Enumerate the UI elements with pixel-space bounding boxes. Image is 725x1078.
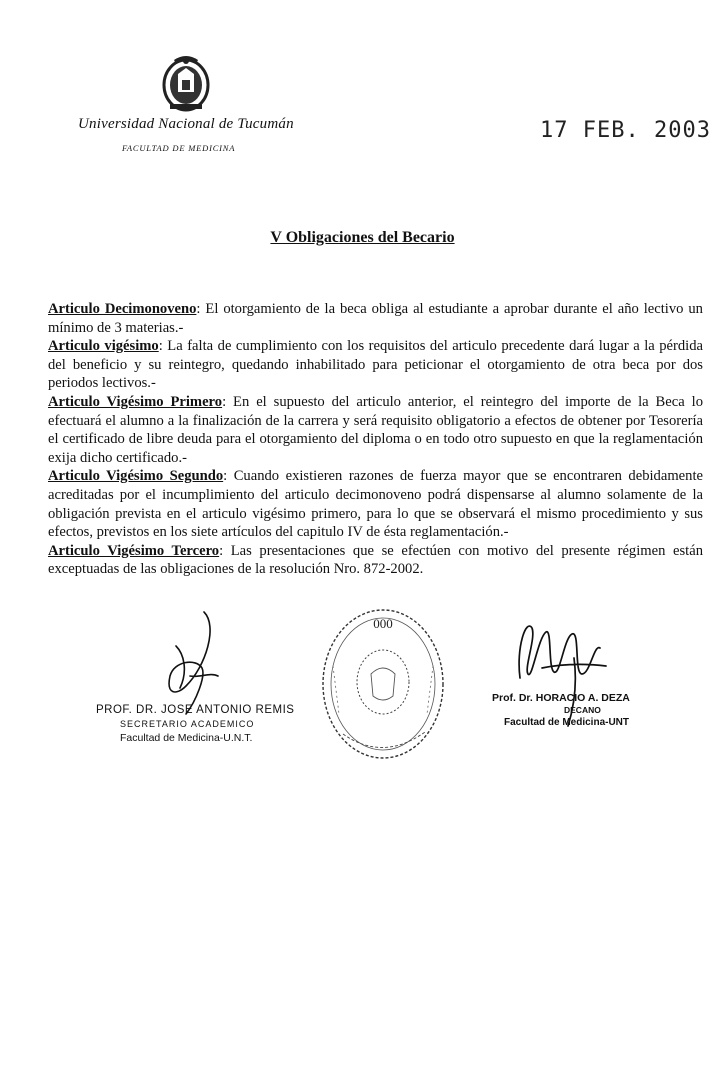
signer-faculty-left: Facultad de Medicina-U.N.T. [120, 732, 253, 744]
article-paragraph [48, 542, 703, 579]
seal-number: 000 [373, 616, 393, 631]
article-title: Articulo Vigésimo Segundo [48, 468, 224, 485]
signer-role-left: SECRETARIO ACADEMICO [120, 719, 255, 729]
faculty-name: FACULTAD DE MEDICINA [122, 143, 236, 153]
article-title: Articulo Vigésimo Primero [48, 393, 223, 410]
signer-name-left: PROF. DR. JOSE ANTONIO REMIS [96, 704, 295, 716]
articles-body [48, 300, 703, 579]
university-name: Universidad Nacional de Tucumán [78, 116, 294, 132]
faculty-seal-icon [313, 604, 453, 764]
section-title: V Obligaciones del Becario [270, 229, 455, 246]
handwritten-signature-left [126, 606, 246, 716]
article-title: Articulo Decimonoveno [48, 301, 197, 317]
article-text: : El otorgamiento de la beca obliga al estudiante a aprobar durante el año lectivo un mínimo de 3 materias.- [48, 301, 703, 336]
signature-block-right [492, 608, 692, 738]
signer-faculty-right: Facultad de Medicina-UNT [504, 717, 630, 728]
article-paragraph [48, 393, 703, 467]
date-stamp: 17 FEB. 2003 [540, 118, 711, 143]
university-crest-icon [160, 52, 212, 114]
article-text: : En el supuesto del articulo anterior, el reintegro del importe de la Beca lo efectuará el alumno a la finalización de la carrera y será requisito obligatorio a efectos de obtener por Tesorería el certificado de libre deuda para el otorgamiento del diploma o en todo otro supuesto en que la reglamentación exija dicho certificado.- [48, 393, 703, 466]
article-title: Articulo vigésimo [48, 338, 159, 355]
article-text: : Cuando existieren razones de fuerza mayor que se encontraren debidamente acreditadas por el incumplimiento del articulo decimonoveno podrá dispensarse al alumno solamente de la obligación prevista en el articulo vigésimo primero, para lo que se observará el mismo procedimiento y sus efectos, previstos en los siete artículos del capitulo IV de ésta reglamentación.- [48, 468, 703, 541]
signature-block-left [96, 606, 296, 746]
article-title: Articulo Vigésimo Tercero [48, 542, 220, 559]
signer-name-right: Prof. Dr. HORACIO A. DEZA [492, 692, 630, 704]
signer-role-right: DECANO [564, 705, 601, 715]
article-paragraph [48, 337, 703, 393]
article-text: : Las presentaciones que se efectúen con motivo del presente régimen están exceptuadas de las obligaciones de la resolución Nro. 872-2002. [48, 542, 703, 578]
article-paragraph [48, 300, 703, 337]
article-text: : La falta de cumplimiento con los requisitos del articulo precedente dará lugar a la pérdida del beneficio y su reintegro, quedando inhabilitado para peticionar el otorgamiento de otra beca por dos periodos lectivos.- [48, 338, 704, 392]
article-paragraph [48, 467, 703, 541]
